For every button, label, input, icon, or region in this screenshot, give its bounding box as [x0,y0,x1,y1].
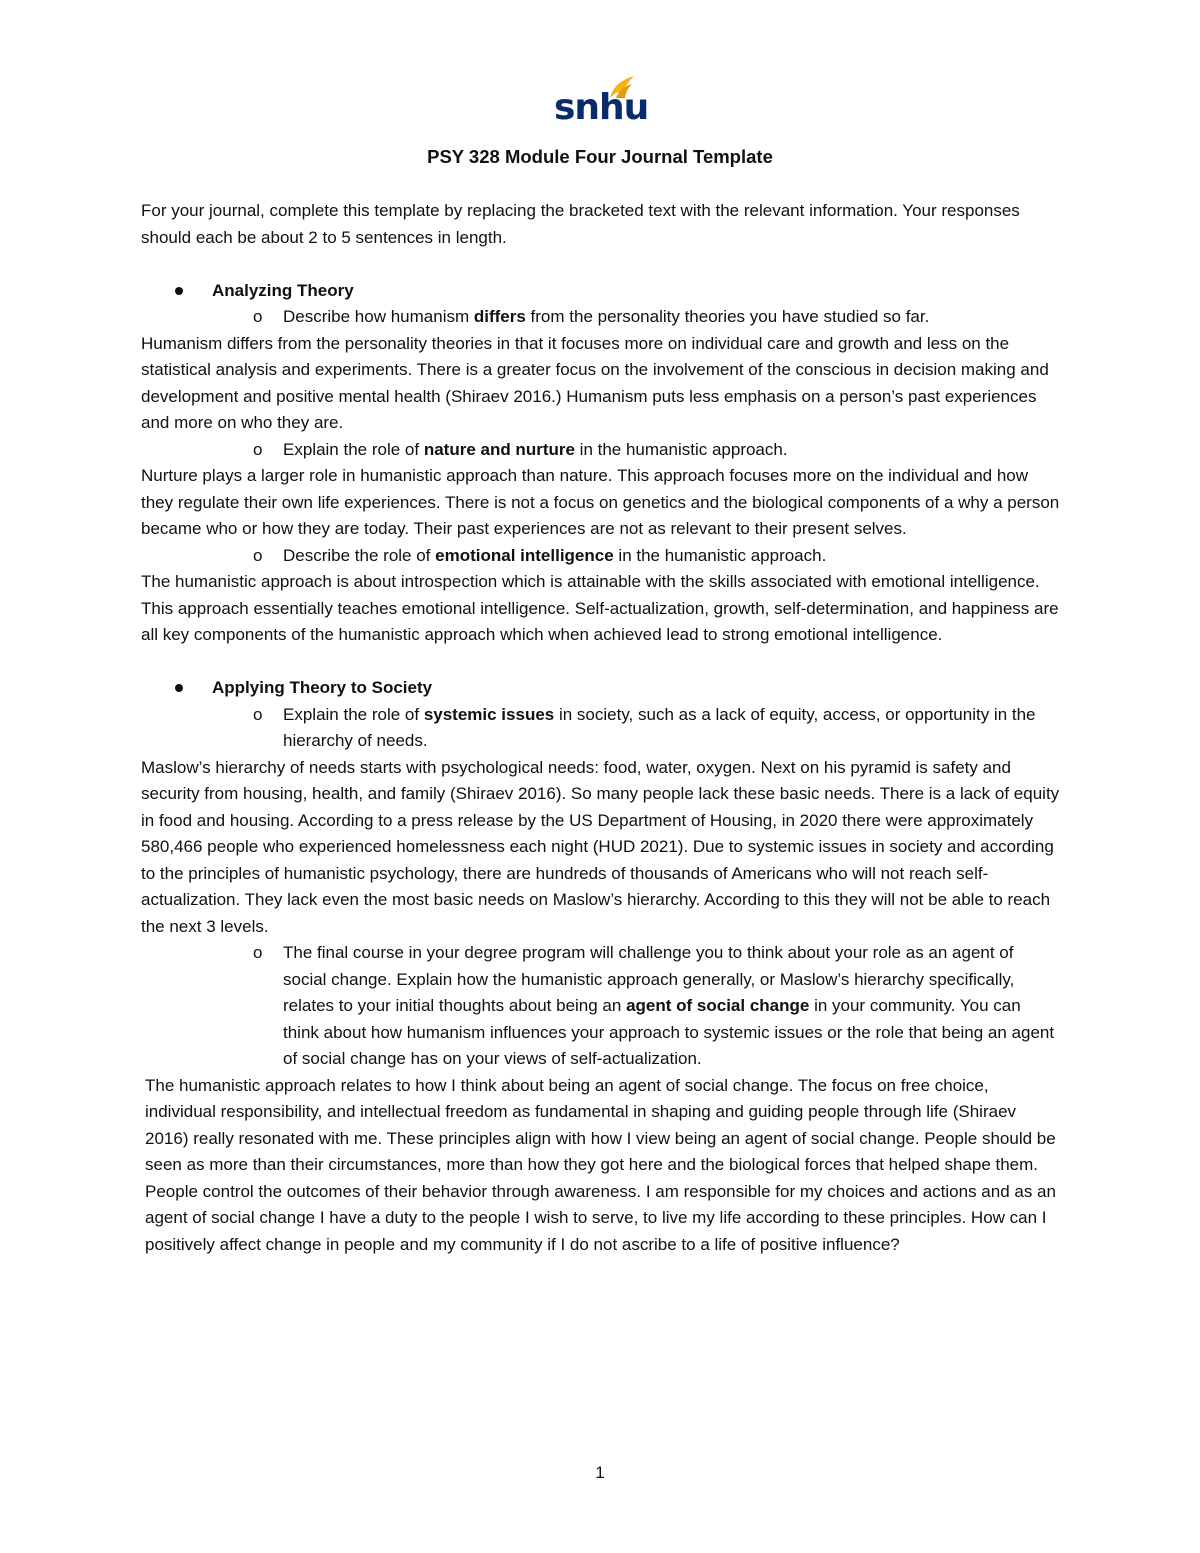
circle-bullet-icon: o [253,307,263,326]
circle-bullet-icon: o [253,704,263,724]
circle-bullet-icon: o [253,439,263,459]
logo-wordmark: snhu [554,87,649,128]
prompt-item: o Describe how humanism differs from the personality theories you have studied so far. [141,304,1061,331]
circle-bullet-icon: o [253,545,263,565]
document-body [141,198,1061,1258]
page-number: 1 [595,1463,605,1482]
prompt-item: o Explain the role of nature and nurture in the humanistic approach. [141,437,1061,464]
bullet-icon [175,287,183,295]
circle-bullet-icon: o [253,943,263,962]
answer-paragraph: Humanism differs from the personality theories in that it focuses more on individual care and growth and less on the statistical analysis and experiments. There is a greater focus on the involvement of the conscious in decision making and development and positive mental health (Shiraev 2016.) Humanism puts less emphasis on a person’s past experiences and more on who they are. [141,333,1049,432]
snhu-logo [554,74,649,134]
section-heading-analyzing-theory: Analyzing Theory [141,278,1061,305]
prompt-item: o The final course in your degree program will challenge you to think about your role as an agent of social change. Explain how the humanistic approach generally, or Maslow’s hierarchy specifically, relates to your initial thoughts about being an agent of social change in your community. You can think about how humanism influences your approach to systemic issues or the role that being an agent of social change has on your views of self-actualization. [141,940,1061,1073]
document-title: PSY 328 Module Four Journal Template [427,146,773,167]
prompt-item: o Explain the role of systemic issues in society, such as a lack of equity, access, or opportunity in the hierarchy of needs. [141,702,1061,755]
answer-paragraph: Maslow’s hierarchy of needs starts with psychological needs: food, water, oxygen. Next on his pyramid is safety and security from housing, health, and family (Shiraev 2016). So many people lack these basic needs. There is a lack of equity in food and housing. According to a press release by the US Department of Housing, in 2020 there were approximately 580,466 people who experienced homelessness each night (HUD 2021). Due to systemic issues in society and according to the principles of humanistic psychology, there are hundreds of thousands of Americans who will not reach self-actualization. They lack even the most basic needs on Maslow’s hierarchy. According to this they will not be able to reach the next 3 levels. [141,757,1060,936]
answer-paragraph: Nurture plays a larger role in humanistic approach than nature. This approach focuses more on the individual and how they regulate their own life experiences. There is not a focus on genetics and the biological components of a why a person became who or how they are today. Their past experiences are not as relevant to their present selves. [141,466,1060,538]
bullet-icon [175,684,183,692]
answer-paragraph: The humanistic approach is about introspection which is attainable with the skills associated with emotional intelligence. This approach essentially teaches emotional intelligence. Self-actualization, growth, self-determination, and happiness are all key components of the humanistic approach which when achieved lead to strong emotional intelligence. [141,572,1059,644]
answer-paragraph: The humanistic approach relates to how I think about being an agent of social change. The focus on free choice, individual responsibility, and intellectual freedom as fundamental in shaping and guiding people through life (Shiraev 2016) really resonated with me. These principles align with how I view being an agent of social change. People should be seen as more than their circumstances, more than how they got here and the biological forces that helped shape them. People control the outcomes of their behavior through awareness. I am responsible for my choices and actions and as an agent of social change I have a duty to the people I wish to serve, to live my life according to these principles. How can I positively affect change in people and my community if I do not ascribe to a life of positive influence? [145,1075,1056,1254]
intro-paragraph: For your journal, complete this template by replacing the bracketed text with the relevant information. Your responses should each be about 2 to 5 sentences in length. [141,201,1020,247]
section-heading-applying-theory: Applying Theory to Society [141,675,1061,702]
prompt-item: o Describe the role of emotional intelligence in the humanistic approach. [141,543,1061,570]
